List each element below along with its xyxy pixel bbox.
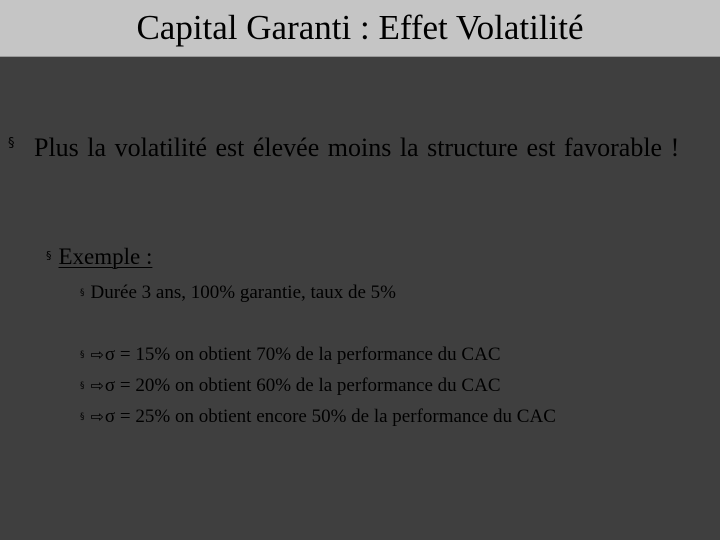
result-item-2 (80, 374, 501, 398)
right-outline-arrow-icon: ⇨ (90, 407, 104, 426)
section-sign-bullet-icon: § (46, 249, 52, 262)
main-bullet-item (8, 130, 708, 165)
main-bullet-text: Plus la volatilité est élevée moins la structure est favorable ! (34, 133, 680, 162)
section-sign-bullet-icon: § (80, 350, 85, 360)
conditions-text: Durée 3 ans, 100% garantie, taux de 5% (90, 282, 396, 303)
right-outline-arrow-icon: ⇨ (90, 345, 104, 364)
section-sign-bullet-icon: § (8, 136, 15, 151)
example-bullet-item (46, 243, 152, 271)
result-text: σ = 25% on obtient encore 50% de la performance du CAC (104, 406, 556, 427)
result-item-1 (80, 343, 501, 367)
result-text: σ = 20% on obtient 60% de la performance du CAC (104, 375, 501, 396)
result-item-3 (80, 405, 556, 429)
section-sign-bullet-icon: § (80, 381, 85, 391)
section-sign-bullet-icon: § (80, 412, 85, 422)
slide-title: Capital Garanti : Effet Volatilité (136, 8, 584, 47)
example-label: Exemple : (58, 244, 153, 269)
section-sign-bullet-icon: § (80, 288, 85, 298)
title-bar (0, 0, 720, 57)
result-text: σ = 15% on obtient 70% de la performance du CAC (104, 344, 501, 365)
right-outline-arrow-icon: ⇨ (90, 376, 104, 395)
conditions-bullet-item (80, 281, 396, 305)
